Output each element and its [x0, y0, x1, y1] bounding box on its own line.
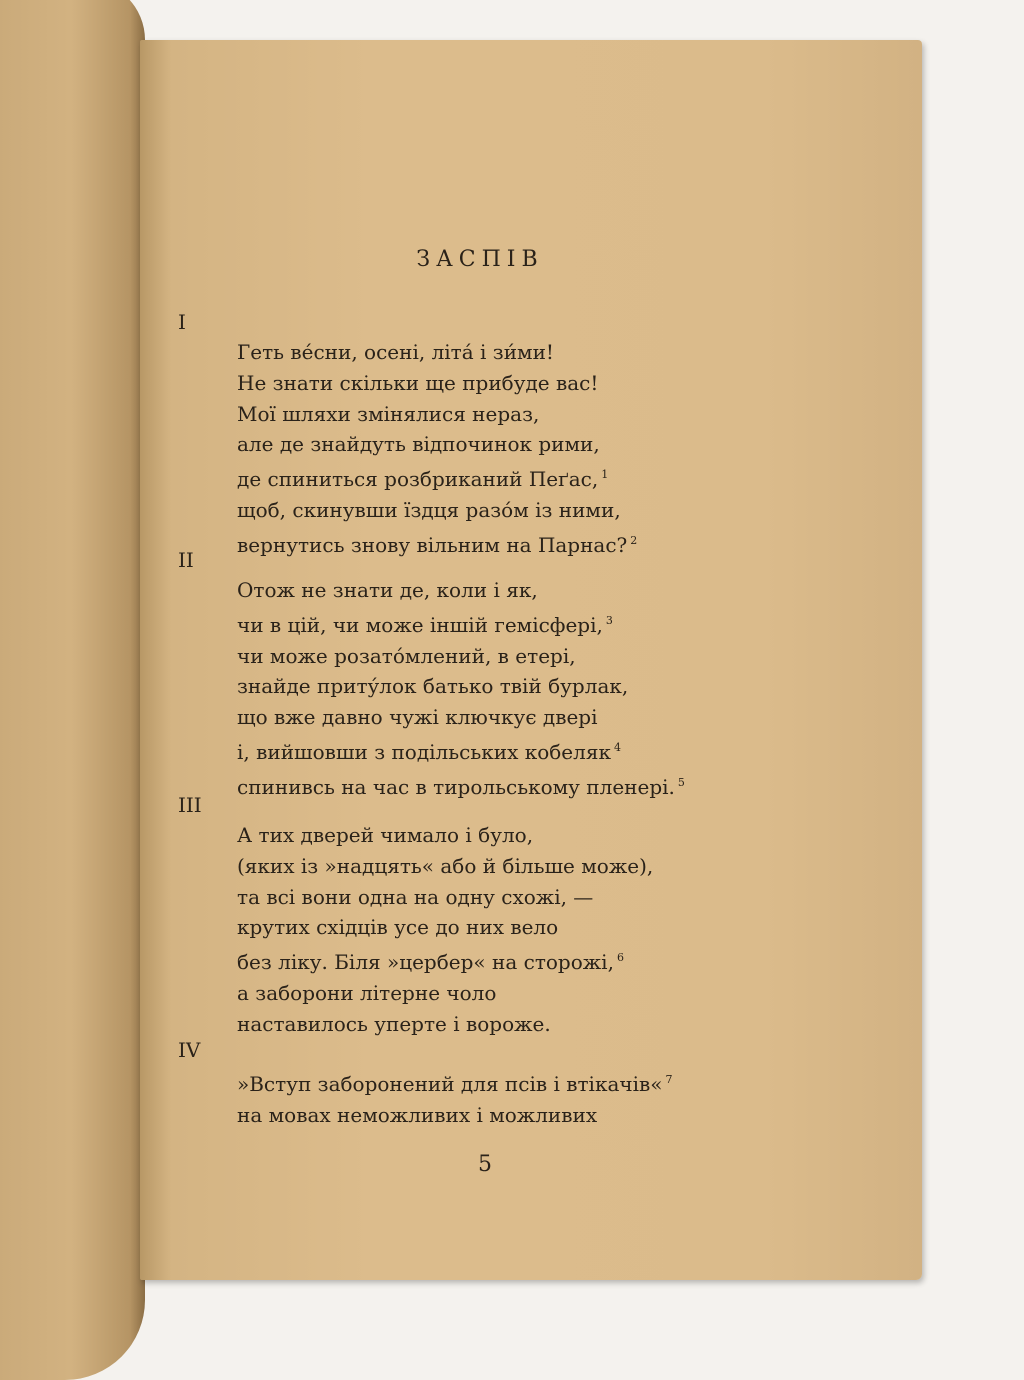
verse-line — [237, 575, 685, 606]
footnote-marker: 4 — [613, 740, 621, 754]
stanza-numeral: IV — [178, 1038, 201, 1062]
page-number: 5 — [478, 1152, 492, 1177]
verse-line — [237, 912, 653, 943]
verse-text: знайде приту́лок батько твій бурлак, — [237, 674, 629, 699]
verse-line — [237, 820, 653, 851]
verse-text: спинивсь на час в тирольському пленері. — [237, 774, 675, 799]
verse-text: наставилось уперте і вороже. — [237, 1011, 551, 1036]
verse-line — [237, 733, 685, 768]
footnote-marker: 3 — [605, 613, 613, 627]
verse-line — [237, 337, 637, 368]
verse-text: Отож не знати де, коли і як, — [237, 578, 538, 602]
poem-title: ЗАСПІВ — [416, 247, 544, 272]
stanza — [178, 307, 637, 561]
verse-text: та всі вони одна на одну схожі, — — [237, 884, 594, 909]
verse-line — [237, 671, 685, 702]
stanza — [178, 790, 653, 1040]
verse-line — [237, 702, 685, 733]
stanza-numeral: I — [178, 310, 186, 334]
verse-line — [237, 641, 685, 672]
verse-line — [237, 495, 637, 526]
stanza-lines — [237, 1065, 672, 1131]
stanza-numeral: III — [178, 793, 202, 817]
stanza-lines — [237, 575, 685, 803]
verse-text: вернутись знову вільним на Парнас? — [237, 532, 628, 557]
verse-line — [237, 399, 637, 430]
verse-text: Не знати скільки ще прибуде вас! — [237, 370, 599, 395]
verse-line — [237, 368, 637, 399]
verse-line — [237, 429, 637, 460]
verse-text: але де знайдуть відпочинок рими, — [237, 432, 600, 457]
verse-line — [237, 851, 653, 882]
stanza-numeral: II — [178, 548, 194, 572]
stanza — [178, 1035, 672, 1131]
verse-text: щоб, скинувши їздця разо́м із ними, — [237, 497, 621, 522]
stanza — [178, 545, 685, 803]
verse-line — [237, 1100, 672, 1131]
verse-line — [237, 1065, 672, 1100]
verse-line — [237, 606, 685, 641]
footnote-marker: 1 — [601, 468, 609, 482]
verse-text: чи в цій, чи може іншій гемісфері, — [237, 612, 603, 637]
verse-text: без ліку. Біля »цербер« на сторожі, — [237, 950, 614, 975]
footnote-marker: 7 — [665, 1073, 673, 1086]
verse-text: »Вступ заборонений для псів і втікачів« — [237, 1072, 663, 1096]
verse-text: чи може розато́млений, в етері, — [237, 643, 576, 668]
verse-text: Мої шляхи змінялися нераз, — [237, 401, 540, 426]
footnote-marker: 5 — [677, 775, 685, 789]
stanza-lines — [237, 820, 653, 1040]
footnote-marker: 6 — [616, 951, 624, 965]
verse-text: а заборони літерне чоло — [237, 980, 497, 1005]
verse-text: крутих східців усе до них вело — [237, 915, 559, 940]
verse-text: Геть ве́сни, осені, літа́ і зи́ми! — [237, 340, 554, 364]
verse-line — [237, 460, 637, 495]
verse-text: (яких із »надцять« або й більше може), — [237, 853, 654, 878]
verse-text: що вже давно чужі ключкує двері — [237, 705, 598, 730]
verse-text: на мовах неможливих і можливих — [237, 1102, 598, 1127]
verse-text: А тих дверей чимало і було, — [237, 823, 534, 847]
verse-line — [237, 882, 653, 913]
verse-text: і, вийшовши з подільських кобеляк — [237, 739, 611, 764]
verse-line — [237, 943, 653, 978]
stanza-lines — [237, 337, 637, 561]
verse-text: де спиниться розбриканий Пеґас, — [237, 467, 599, 492]
footnote-marker: 2 — [630, 533, 638, 547]
verse-line — [237, 978, 653, 1009]
